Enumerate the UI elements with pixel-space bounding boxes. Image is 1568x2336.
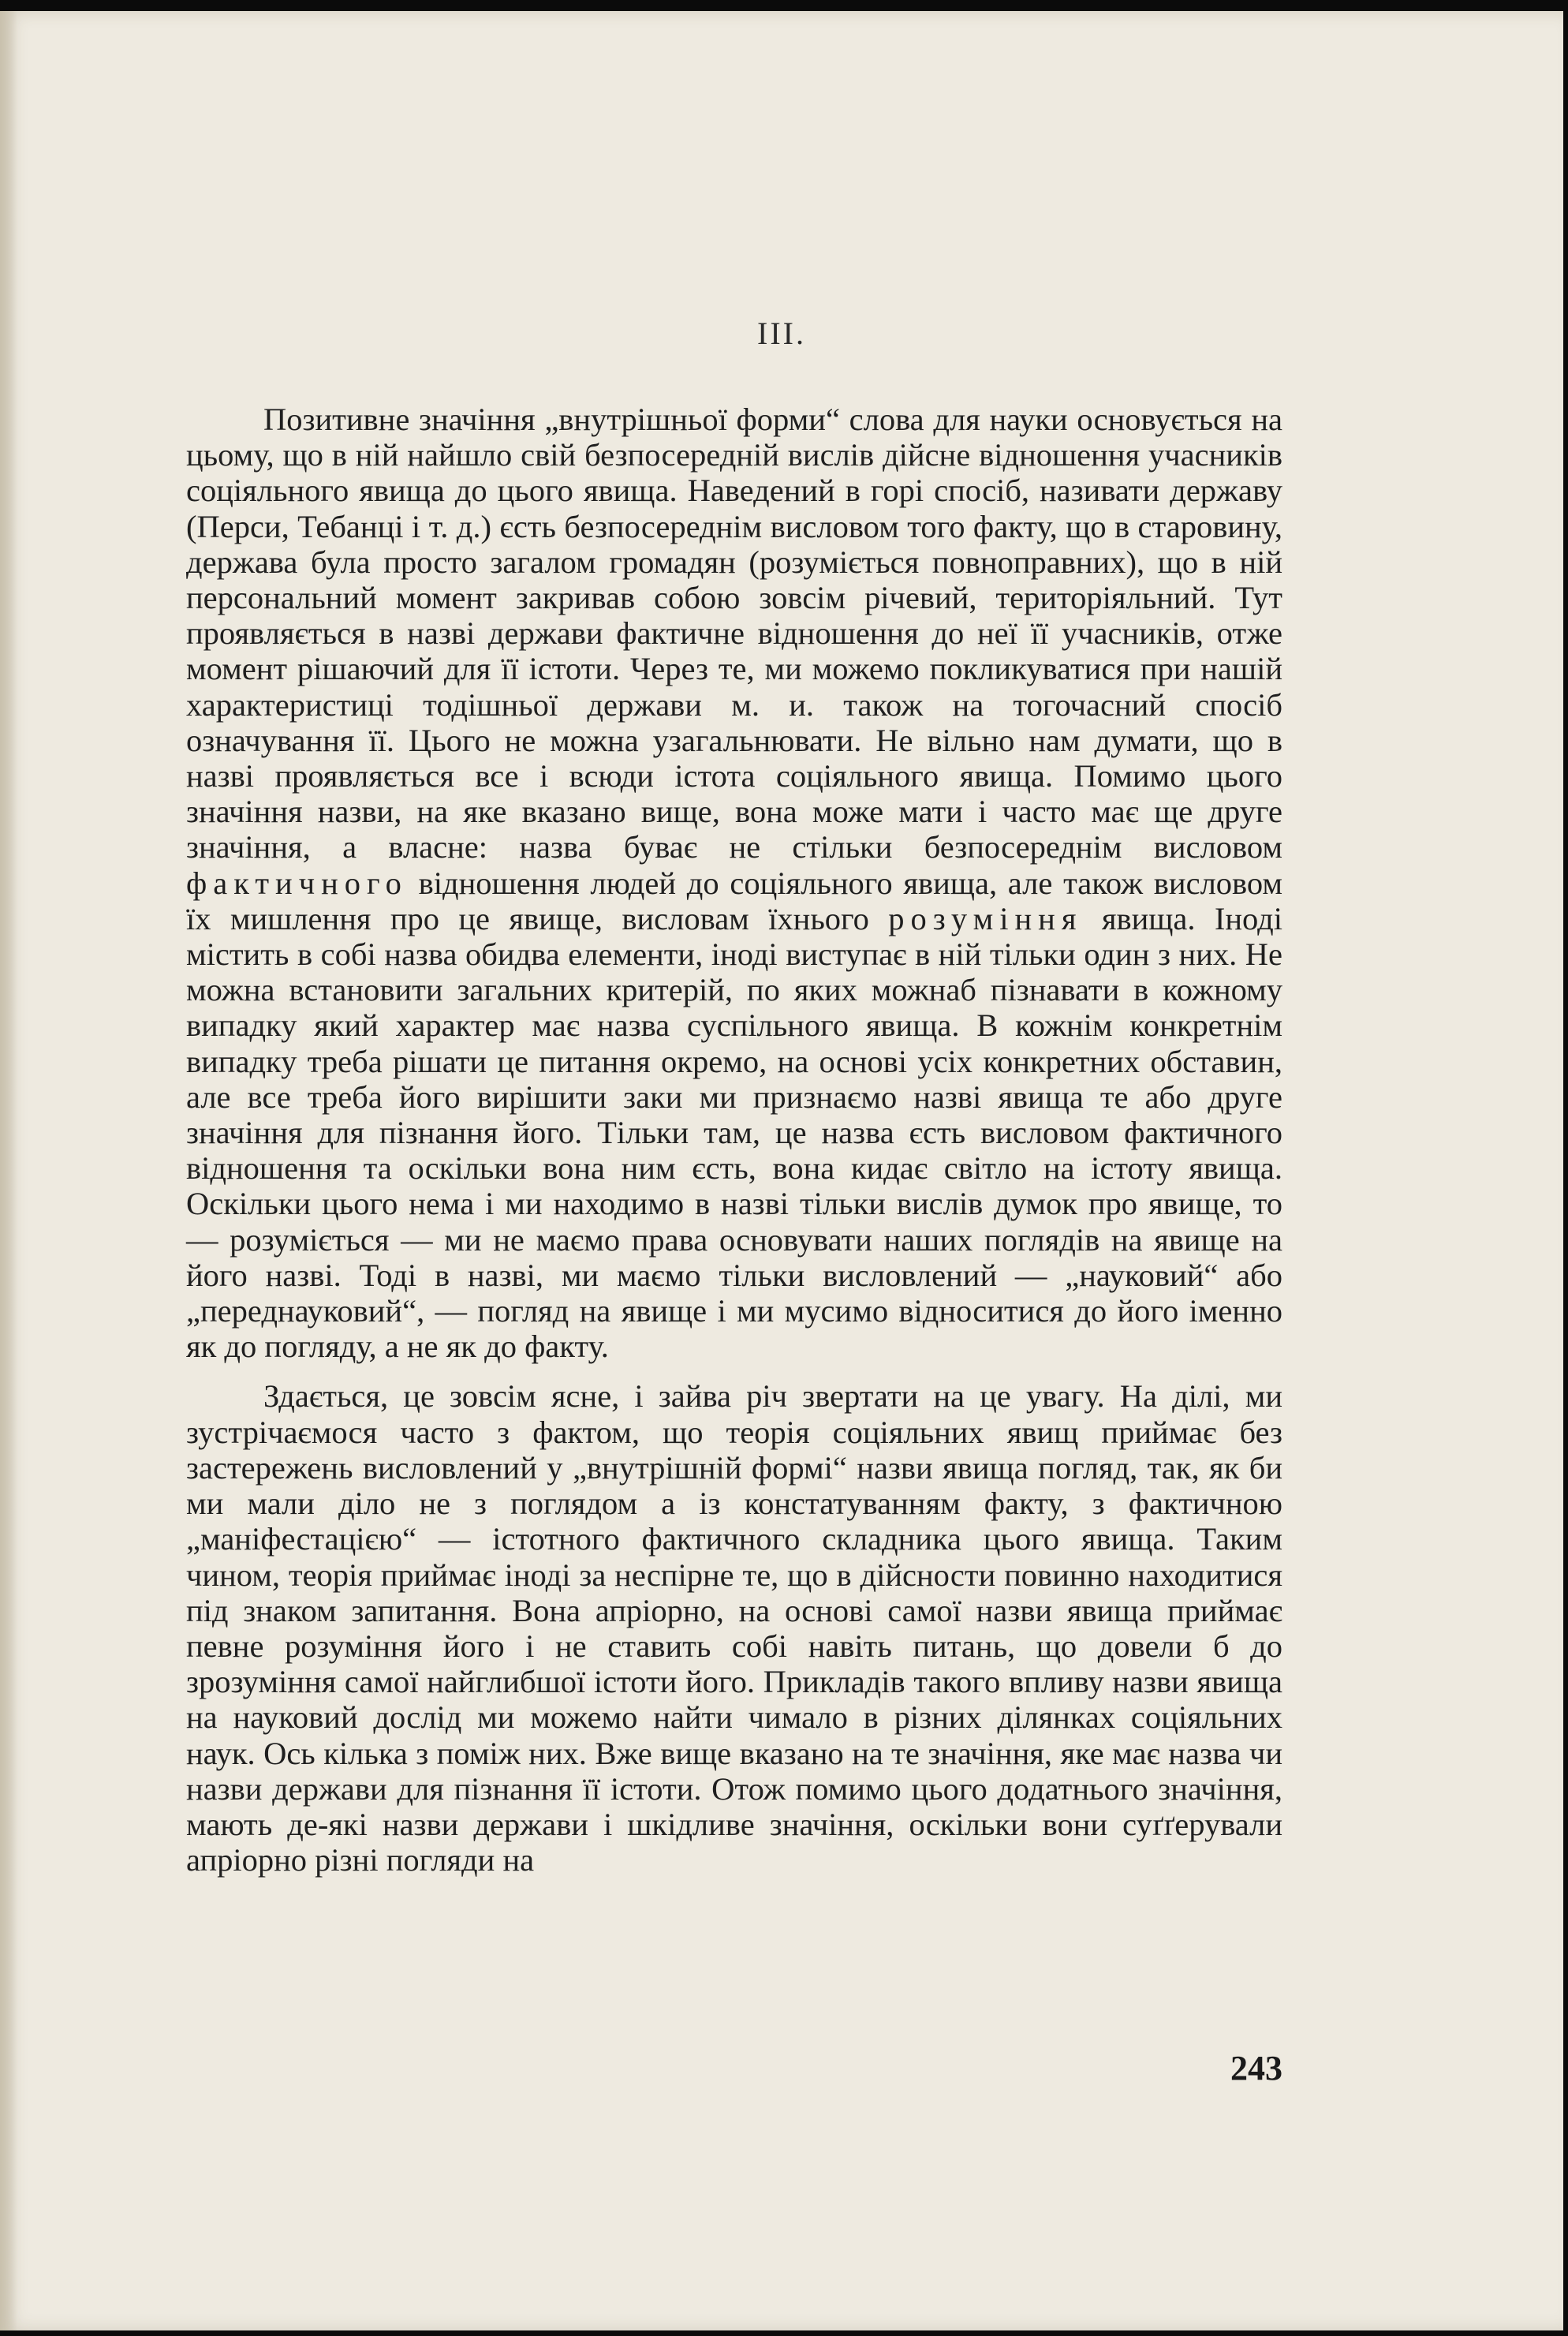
paragraph-2: Здається, це зовсім ясне, і зайва річ звертати на це увагу. На ділі, ми зустрічаємося часто з фактом, що теорія соціяльних явищ приймає без застережень висловлений у „внутрішній формі“ назви явища погляд, так, як би ми мали діло не з поглядом а із констатуванням факту, з фактичною „маніфестацією“ — істотного фактичного складника цього явища. Таким чином, теорія приймає іноді за неспірне те, що в дійсности повинно находитися під знаком запитання. Вона апріорно, на основі самої назви явища приймає певне розуміння його і не ставить собі навіть питань, що довели б до зрозуміння самої найглибшої істоти його. Прикладів такого впливу назви явища на науковий дослід ми можемо найти чимало в різних ділянках соціяльних наук. Ось кілька з поміж них. Вже вище вказано на те значіння, яке має назва чи назви держави для пізнання її істоти. Отож помимо цього додатнього значіння, мають де-які назви держави і шкідливе значіння, оскільки вони суґґерували апріорно різні погляди на: [186, 1378, 1282, 1878]
paragraph-1-part-2: відношення людей до соціяльного явища, але також висловом їх мишлення про це явище, висловам їхнього: [186, 865, 1282, 936]
paragraph-1: [186, 402, 1282, 1364]
page-spine-shadow: [0, 11, 17, 2330]
page-number: 243: [1230, 2049, 1282, 2087]
spaced-term-faktychnoho: фактичного: [186, 865, 408, 901]
body-text: [186, 402, 1282, 1878]
spaced-term-rozuminnia: розуміння: [888, 900, 1083, 936]
book-page: [0, 11, 1563, 2330]
paragraph-1-part-3: явища. Іноді містить в собі назва обидва елементи, іноді виступає в ній тільки один з них. Не можна встановити загальних критерій, по яких можнаб пізнавати в кожному випадку який характер має назва суспільного явища. В кожнім конкретнім випадку треба рішати це питання окремо, на основі усіх конкретних обставин, але все треба його вирішити заки ми признаємо назві явища те або друге значіння для пізнання його. Тільки там, це назва єсть висловом фактичного відношення та оскільки вона ним єсть, вона кидає світло на істоту явища. Оскільки цього нема і ми находимо в назві тільки вислів думок про явище, то — розуміється — ми не маємо права основувати наших поглядів на явище на його назві. Тоді в назві, ми маємо тільки висловлений — „науковий“ або „переднауковий“, — погляд на явище і ми мусимо відноситися до його іменно як до погляду, а не як до факту.: [186, 900, 1282, 1365]
section-heading: III.: [757, 316, 806, 351]
paragraph-1-part-1: Позитивне значіння „внутрішньої форми“ слова для науки основується на цьому, що в ній найшло свій безпосередній вислів дійсне відношення учасників соціяльного явища до цього явища. Наведений в горі спосіб, називати державу (Перси, Тебанці і т. д.) єсть безпосереднім висловом того факту, що в старовину, держава була просто загалом громадян (розуміється повноправних), що в ній персональний момент закривав собою зовсім річевий, територіяльний. Тут проявляється в назві держави фактичне відношення до неї її учасників, отже момент рішаючий для її істоти. Через те, ми можемо покликуватися при нашій характеристиці тодішньої держави м. и. також на тогочасний спосіб означування її. Цього не можна узагальнювати. Не вільно нам думати, що в назві проявляється все і всюди істота соціяльного явища. Помимо цього значіння назви, на яке вказано вище, вона може мати і часто має ще друге значіння, а власне: назва буває не стільки безпосереднім висловом: [186, 402, 1282, 865]
